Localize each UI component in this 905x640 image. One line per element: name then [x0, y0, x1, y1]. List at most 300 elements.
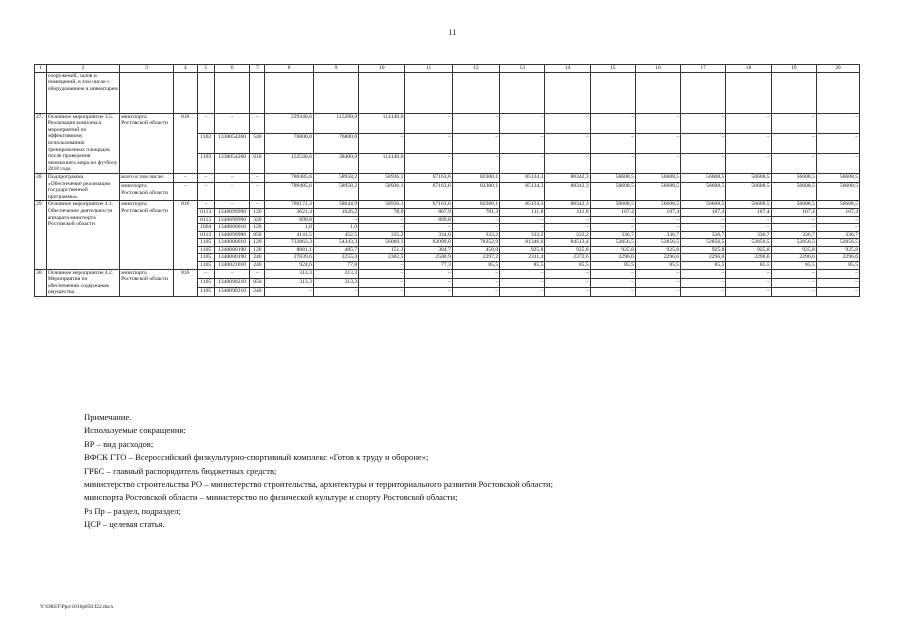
grbs-code: 816 [173, 269, 197, 296]
table-cell: 4141,5 [265, 231, 313, 239]
header-cell: 15 [590, 65, 635, 73]
note-line: ГРБС – главный распорядитель бюджетных средств; [84, 465, 277, 476]
table-cell: – [545, 224, 590, 232]
grbs-cell: всего в том числе: [120, 173, 174, 183]
table-cell: 899,8 [405, 216, 452, 224]
table-cell: – [681, 133, 726, 153]
table-cell: – [405, 287, 452, 296]
table-cell: – [500, 133, 545, 153]
table-cell: – [545, 216, 590, 224]
table-cell: – [771, 287, 816, 296]
table-cell: 67163,6 [405, 183, 452, 201]
grbs-cell: минспорта Ростовской области [120, 183, 174, 201]
table-cell: 1330054260 [214, 153, 250, 173]
note-line: Примечание. [84, 412, 132, 422]
table-cell: 313,3 [265, 269, 313, 278]
table-cell: – [313, 216, 358, 224]
table-cell [405, 72, 452, 113]
table-cell: 333,2 [452, 231, 499, 239]
header-cell: 4 [173, 65, 197, 73]
table-cell [635, 72, 680, 113]
table-cell: – [590, 153, 635, 173]
table-cell: 120 [250, 208, 265, 216]
table-cell: – [452, 287, 499, 296]
note-line: министерство строительства РО – министерство строительства, архитектуры и территориального развития Ростовской области; [84, 479, 553, 490]
table-cell: 335,2 [359, 231, 405, 239]
table-row [35, 113, 860, 133]
header-cell: 19 [771, 65, 816, 73]
table-cell: 1105 [197, 278, 214, 287]
table-cell: 82300,1 [452, 201, 499, 209]
table-cell: 27839,6 [265, 254, 313, 262]
table-cell: 62099,0 [405, 239, 452, 247]
table-cell: 1105 [197, 239, 214, 247]
table-cell: 52856,5 [635, 239, 680, 247]
table-cell: 2296,6 [726, 254, 771, 262]
table-cell: 924,6 [265, 262, 313, 270]
table-cell: 313,3 [313, 269, 358, 278]
table-cell: 52856,5 [590, 239, 635, 247]
table-cell: 56608,5 [771, 183, 816, 201]
table-cell [452, 72, 499, 113]
table-cell: 52856,5 [681, 239, 726, 247]
table-cell: 107,4 [590, 208, 635, 216]
header-cell: 13 [500, 65, 545, 73]
table-cell: 85134,3 [500, 183, 545, 201]
table-cell: – [214, 269, 250, 278]
table-cell: – [452, 153, 499, 173]
note-line: Используемые сокращения: [84, 425, 186, 436]
table-cell: – [214, 201, 250, 209]
table-cell: 58936,1 [359, 173, 405, 183]
table-cell: – [681, 278, 726, 287]
table-cell: 78,0 [359, 208, 405, 216]
table-cell: 3621,4 [265, 208, 313, 216]
table-cell: 56608,5 [816, 183, 859, 201]
table-cell: 925,8 [816, 246, 859, 254]
table-cell [545, 72, 590, 113]
table-cell: 336,7 [726, 231, 771, 239]
table-cell: 1103 [197, 153, 214, 173]
table-cell: 81346,6 [500, 239, 545, 247]
table-cell: – [500, 269, 545, 278]
table-cell: – [771, 278, 816, 287]
table-cell: 52856,5 [726, 239, 771, 247]
table-cell [250, 72, 265, 113]
table-cell: 781,3 [452, 208, 499, 216]
table-cell: – [197, 173, 214, 183]
table-cell: 336,7 [771, 231, 816, 239]
row-name: Основное мероприятие 4.1. Обеспечение деятельности аппарата минспорта Ростовской области [46, 201, 119, 269]
table-cell: 925,8 [681, 246, 726, 254]
table-cell: 1,0 [265, 224, 313, 232]
table-cell: 85,5 [545, 262, 590, 270]
table-cell: 76800,0 [265, 133, 313, 153]
table-cell: 77,8 [313, 262, 358, 270]
table-cell: 88342,3 [545, 173, 590, 183]
header-cell: 20 [816, 65, 859, 73]
table-cell: 56608,5 [590, 183, 635, 201]
table-cell: 77,3 [405, 262, 452, 270]
table-cell: 1105 [197, 254, 214, 262]
table-cell: 56608,5 [771, 201, 816, 209]
grbs-cell: минспорта Ростовской области [120, 201, 174, 269]
notes-block [84, 411, 553, 532]
table-cell: – [681, 269, 726, 278]
note-line: ВР – вид расходов; [84, 438, 154, 449]
table-cell: – [452, 216, 499, 224]
header-cell: 14 [545, 65, 590, 73]
table-cell: 1,0 [313, 224, 358, 232]
table-cell: 336,7 [635, 231, 680, 239]
table-cell: 334,0 [405, 231, 452, 239]
table-cell: 1340099990 [214, 231, 250, 239]
table-cell: – [405, 133, 452, 153]
table-cell: 120 [250, 224, 265, 232]
table-cell: – [359, 287, 405, 296]
table-cell: – [545, 269, 590, 278]
table-cell: 85,5 [681, 262, 726, 270]
table-cell: 107,4 [771, 208, 816, 216]
table-cell: 85134,3 [500, 173, 545, 183]
table-cell: 56608,5 [726, 201, 771, 209]
table-cell: 2296,6 [816, 254, 859, 262]
table-cell: 1340090210 [214, 278, 250, 287]
table-cell: 1340099990 [214, 216, 250, 224]
grbs-code: 816 [173, 201, 197, 269]
table-cell: 151,3 [359, 246, 405, 254]
table-cell: 780172,3 [265, 201, 313, 209]
table-cell: – [635, 153, 680, 173]
table-cell: – [681, 287, 726, 296]
table-cell [771, 72, 816, 113]
header-cell: 2 [46, 65, 119, 73]
table-cell: 336,7 [590, 231, 635, 239]
table-cell: 120 [250, 246, 265, 254]
note-line: минспорта Ростовской области – министерство по физической культуре и спорту Ростовской области; [84, 492, 458, 503]
table-cell: – [771, 153, 816, 173]
header-cell: 11 [405, 65, 452, 73]
table-cell: – [726, 216, 771, 224]
table-cell [173, 72, 197, 113]
table-cell: 2296,6 [771, 254, 816, 262]
table-cell: – [452, 224, 499, 232]
table-cell: – [500, 287, 545, 296]
table-cell: – [545, 113, 590, 133]
table-cell: – [590, 287, 635, 296]
table-cell: 107,4 [816, 208, 859, 216]
table-cell: 0113 [197, 208, 214, 216]
table-cell: – [726, 133, 771, 153]
table-cell: – [726, 269, 771, 278]
table-cell: 56608,5 [681, 183, 726, 201]
header-row [35, 65, 860, 73]
table-cell: 333,2 [500, 231, 545, 239]
table-cell: – [214, 173, 250, 183]
table-cell: – [590, 269, 635, 278]
table-cell: 1340000190 [214, 254, 250, 262]
table-cell: 58936,1 [359, 183, 405, 201]
table-cell: 450,0 [452, 246, 499, 254]
table-row [35, 269, 860, 278]
table-cell: 899,8 [265, 216, 313, 224]
table-cell: 85,5 [590, 262, 635, 270]
table-cell: – [500, 224, 545, 232]
table-cell: – [405, 153, 452, 173]
table-cell: – [816, 133, 859, 153]
table-cell: 2311,4 [500, 254, 545, 262]
table-cell: 0113 [197, 231, 214, 239]
table-cell: 58644,9 [313, 201, 358, 209]
table-cell: 76800,0 [313, 133, 358, 153]
table-cell: – [681, 153, 726, 173]
grbs-code: – [173, 173, 197, 183]
table-cell: 313,3 [265, 278, 313, 287]
table-cell: 58958,2 [313, 173, 358, 183]
table-cell: 82300,1 [452, 173, 499, 183]
table-cell: 1026,2 [313, 208, 358, 216]
table-cell: 1330054260 [214, 133, 250, 153]
table-cell: – [545, 278, 590, 287]
table-cell: 925,8 [545, 246, 590, 254]
table-cell: 52856,5 [816, 239, 859, 247]
table-cell: 85,5 [816, 262, 859, 270]
table-cell: – [500, 278, 545, 287]
table-cell: 336,7 [816, 231, 859, 239]
table-cell: 1105 [197, 262, 214, 270]
table-cell: 320 [250, 216, 265, 224]
table-cell: 107,4 [635, 208, 680, 216]
table-cell: – [545, 133, 590, 153]
table-cell: – [250, 201, 265, 209]
table-cell: – [313, 287, 358, 296]
table-cell: – [590, 224, 635, 232]
table-cell: – [214, 113, 250, 133]
table-cell: – [452, 278, 499, 287]
table-cell: 925,8 [635, 246, 680, 254]
table-cell: 54343,3 [313, 239, 358, 247]
table-cell: – [359, 278, 405, 287]
table-cell: – [771, 224, 816, 232]
table-cell [313, 72, 358, 113]
row-name: сооружений, залов и помещений, в том числе с оборудованием и инвентарем [46, 72, 119, 113]
table-cell: 850 [250, 231, 265, 239]
table-cell: 925,8 [771, 246, 816, 254]
table-cell: 67163,6 [405, 201, 452, 209]
table-cell [197, 72, 214, 113]
table-cell: 114140,6 [359, 153, 405, 173]
table-cell: – [359, 133, 405, 153]
header-cell: 8 [265, 65, 313, 73]
table-cell: 115200,0 [313, 113, 358, 133]
table-cell: 1340090210 [214, 287, 250, 296]
table-cell: 229340,6 [265, 113, 313, 133]
row-number: 29. [35, 201, 47, 269]
header-cell: 5 [197, 65, 214, 73]
budget-table [34, 64, 860, 297]
table-cell: 56608,5 [635, 183, 680, 201]
table-cell: – [359, 224, 405, 232]
table-cell: – [681, 216, 726, 224]
table-cell: 56608,5 [635, 173, 680, 183]
table-cell: – [816, 153, 859, 173]
table-cell: – [197, 183, 214, 201]
table-cell: 789485,6 [265, 183, 313, 201]
table-cell: – [265, 287, 313, 296]
table-cell: 1004 [197, 224, 214, 232]
table-cell: 111,8 [500, 208, 545, 216]
table-cell [214, 72, 250, 113]
table-cell: – [452, 133, 499, 153]
table-cell [816, 72, 859, 113]
table-cell: – [405, 224, 452, 232]
grbs-cell: минспорта Ростовской области [120, 269, 174, 296]
grbs-cell: минспорта Ростовской области [120, 113, 174, 173]
table-cell: – [726, 287, 771, 296]
table-cell: – [816, 113, 859, 133]
table-cell: – [250, 269, 265, 278]
table-cell: – [250, 173, 265, 183]
table-cell: 85,5 [500, 262, 545, 270]
table-cell: – [359, 269, 405, 278]
table-cell: – [816, 278, 859, 287]
table-cell: 2255,4 [313, 254, 358, 262]
table-cell: 56608,5 [816, 201, 859, 209]
table-cell: 333,2 [545, 231, 590, 239]
table-cell: 56608,5 [816, 173, 859, 183]
table-cell: – [726, 153, 771, 173]
table-cell: 2296,6 [590, 254, 635, 262]
table-cell: 2296,6 [681, 254, 726, 262]
row-number: 27. [35, 113, 47, 173]
table-cell: 152540,6 [265, 153, 313, 173]
table-cell: – [816, 269, 859, 278]
table-cell: 85,5 [452, 262, 499, 270]
table-cell: 38400,0 [313, 153, 358, 173]
table-cell: – [726, 278, 771, 287]
table-cell: – [197, 269, 214, 278]
table-cell [120, 72, 174, 113]
table-cell: – [771, 269, 816, 278]
table-cell: 610 [250, 153, 265, 173]
table-cell: – [590, 113, 635, 133]
table-cell: – [545, 287, 590, 296]
table-cell: 56608,5 [590, 201, 635, 209]
table-cell: – [771, 133, 816, 153]
table-cell: 78352,9 [452, 239, 499, 247]
table-cell: 2372,6 [545, 254, 590, 262]
table-cell: 120 [250, 239, 265, 247]
header-cell: 12 [452, 65, 499, 73]
table-cell: 107,4 [681, 208, 726, 216]
table-cell: 1340021010 [214, 262, 250, 270]
table-cell: – [816, 216, 859, 224]
table-cell: 240 [250, 287, 265, 296]
table-cell: – [816, 224, 859, 232]
table-cell [500, 72, 545, 113]
row-number: 30. [35, 269, 47, 296]
table-cell: 58958,2 [313, 183, 358, 201]
table-cell: 867,9 [405, 208, 452, 216]
table-cell: – [405, 269, 452, 278]
header-cell: 10 [359, 65, 405, 73]
table-cell: – [250, 183, 265, 201]
table-cell: 540 [250, 133, 265, 153]
table-cell: 1340000010 [214, 239, 250, 247]
table-cell: – [635, 113, 680, 133]
table-cell: – [590, 278, 635, 287]
table-cell: 85,5 [726, 262, 771, 270]
table-cell: 733863,3 [265, 239, 313, 247]
table-cell: – [635, 216, 680, 224]
table-cell: 925,8 [726, 246, 771, 254]
table-cell: – [726, 224, 771, 232]
table-cell: 850 [250, 278, 265, 287]
table-cell: 85,5 [771, 262, 816, 270]
row-number [35, 72, 47, 113]
table-cell: 8881,1 [265, 246, 313, 254]
header-cell: 6 [214, 65, 250, 73]
table-cell: 1340000010 [214, 224, 250, 232]
table-cell: 82300,1 [452, 183, 499, 201]
table-cell [265, 72, 313, 113]
table-cell: 56069,1 [359, 239, 405, 247]
note-line: ВФСК ГТО – Всероссийский физкультурно-спортивный комплекс «Готов к труду и обороне»; [84, 452, 429, 463]
header-cell: 3 [120, 65, 174, 73]
header-cell: 1 [35, 65, 47, 73]
note-line: Рз Пр – раздел, подраздел; [84, 505, 181, 516]
table-cell: 85,5 [635, 262, 680, 270]
table-cell: – [635, 287, 680, 296]
table-cell: – [545, 153, 590, 173]
table-cell [590, 72, 635, 113]
row-name: Основное мероприятие 3.5. Реализация комплекса мероприятий по эффективному использованию тренировочных площадок после проведения чемпионата мира по футболу 2018 года [46, 113, 119, 173]
table-cell: 485,7 [313, 246, 358, 254]
page-number: 11 [448, 28, 457, 37]
table-cell: 336,7 [681, 231, 726, 239]
table-cell: 1340099990 [214, 208, 250, 216]
table-cell [681, 72, 726, 113]
header-cell: 17 [681, 65, 726, 73]
table-cell: – [726, 113, 771, 133]
table-cell: 56608,5 [726, 183, 771, 201]
table-cell: 56608,5 [726, 173, 771, 183]
table-cell: – [359, 216, 405, 224]
table-cell: 114140,6 [359, 113, 405, 133]
table-cell: 85134,3 [500, 201, 545, 209]
table-cell: – [590, 133, 635, 153]
table-cell: – [590, 216, 635, 224]
table-cell [726, 72, 771, 113]
header-cell: 7 [250, 65, 265, 73]
table-cell: – [197, 113, 214, 133]
table-cell: 1340000190 [214, 246, 250, 254]
table-cell: 56608,5 [681, 201, 726, 209]
table-cell: 56608,5 [590, 173, 635, 183]
table-cell: – [214, 183, 250, 201]
table-cell: – [816, 287, 859, 296]
table-cell: – [197, 201, 214, 209]
row-number: 28. [35, 173, 47, 200]
table-cell: – [771, 113, 816, 133]
table-cell: 56608,5 [635, 201, 680, 209]
table-row [35, 183, 860, 201]
table-cell: – [500, 216, 545, 224]
note-line: ЦСР – целевая статья. [84, 519, 165, 530]
table-cell: 107,4 [726, 208, 771, 216]
table-cell: – [681, 113, 726, 133]
table-cell: – [250, 113, 265, 133]
